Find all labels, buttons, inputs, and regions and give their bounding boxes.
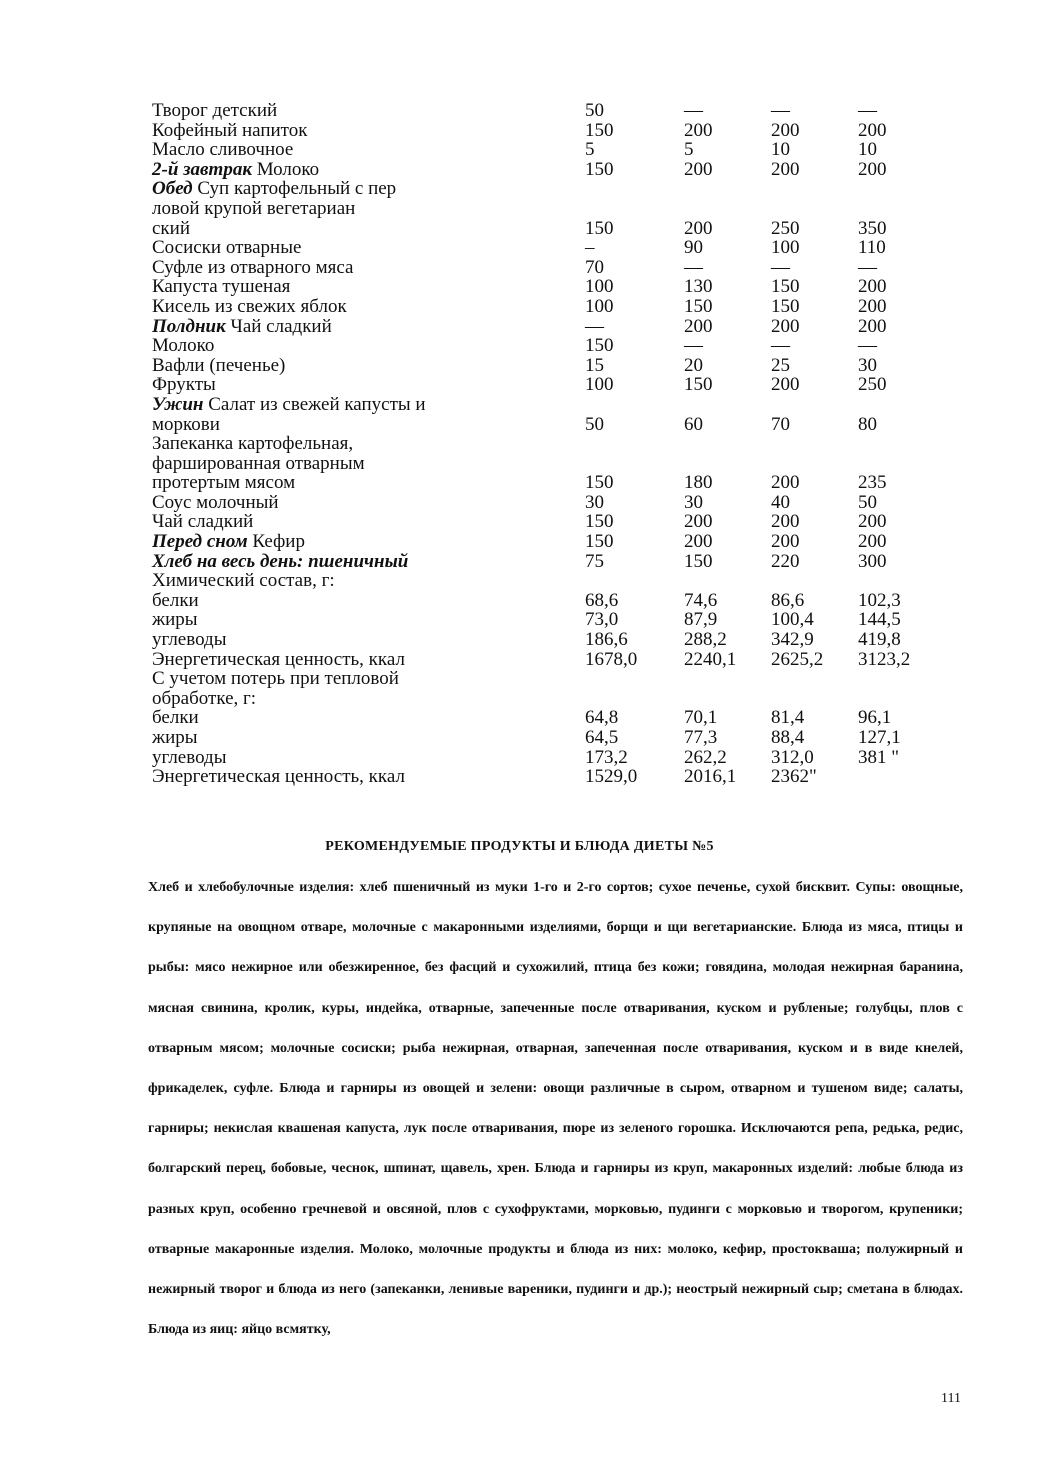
value-cell — [771, 669, 858, 689]
value-cell: 150 — [585, 531, 614, 553]
value-cell: 200 — [771, 511, 800, 533]
item-name: Энергетическая ценность, ккал — [152, 766, 405, 788]
item-name-cell — [152, 277, 585, 297]
item-name-cell — [152, 375, 585, 395]
value-cell: 200 — [684, 217, 713, 239]
item-name-cell — [152, 493, 585, 513]
item-name-cell — [152, 238, 585, 258]
item-name: Суп картофельный с пер — [192, 178, 397, 200]
value-cell: 1678,0 — [585, 648, 638, 670]
value-cell: 73,0 — [585, 609, 619, 631]
value-cell: – — [585, 237, 595, 259]
value-cell: — — [684, 256, 703, 278]
value-cell: 342,9 — [771, 629, 814, 651]
value-cell — [585, 395, 684, 415]
value-cell: 70 — [585, 256, 604, 278]
item-name-cell — [152, 101, 585, 121]
value-cell: 200 — [771, 531, 800, 553]
page-number: 111 — [941, 1391, 961, 1406]
table-row — [152, 650, 938, 670]
table-row — [152, 552, 938, 572]
value-cell — [858, 454, 938, 474]
item-name-cell — [152, 258, 585, 278]
table-row — [152, 375, 938, 395]
item-name: Вафли (печенье) — [152, 354, 286, 376]
value-cell: 1529,0 — [585, 766, 638, 788]
item-name: жиры — [152, 609, 198, 631]
value-cell: 100,4 — [771, 609, 814, 631]
value-cell: 75 — [585, 550, 604, 572]
value-cell: 100 — [771, 237, 800, 259]
value-cell: 96,1 — [858, 707, 892, 729]
section-heading: РЕКОМЕНДУЕМЫЕ ПРОДУКТЫ И БЛЮДА ДИЕТЫ №5 — [325, 839, 714, 854]
table-row — [152, 610, 938, 630]
item-name: Запеканка картофельная, — [152, 433, 354, 455]
value-cell: 150 — [585, 119, 614, 141]
item-name: Капуста тушеная — [152, 276, 291, 298]
table-row — [152, 630, 938, 650]
table-row — [152, 434, 938, 454]
value-cell: 2625,2 — [771, 648, 824, 670]
table-row — [152, 179, 938, 199]
table-row — [152, 140, 938, 160]
value-cell — [858, 179, 938, 199]
table-row — [152, 591, 938, 611]
table-row — [152, 317, 938, 337]
item-name: белки — [152, 707, 199, 729]
value-cell: 100 — [585, 374, 614, 396]
value-cell: 200 — [771, 315, 800, 337]
value-cell: 64,8 — [585, 707, 619, 729]
item-name: Суфле из отварного мяса — [152, 256, 354, 278]
value-cell: 200 — [771, 374, 800, 396]
item-name-cell — [152, 669, 585, 689]
value-cell: 70,1 — [684, 707, 718, 729]
item-name: Кефир — [247, 531, 305, 553]
value-cell: 70 — [771, 413, 790, 435]
value-cell — [858, 767, 938, 787]
value-cell: 288,2 — [684, 629, 727, 651]
value-cell: 127,1 — [858, 727, 901, 748]
table-row — [152, 767, 938, 787]
value-cell — [771, 689, 858, 709]
value-cell: 50 — [585, 413, 604, 435]
diet-menu-table — [152, 101, 938, 787]
value-cell: 100 — [585, 276, 614, 298]
value-cell: 30 — [585, 491, 604, 513]
item-name-cell — [152, 473, 585, 493]
item-name-cell — [152, 395, 585, 415]
value-cell: 200 — [684, 531, 713, 553]
value-cell: 150 — [684, 374, 713, 396]
item-name-cell — [152, 199, 585, 219]
table-row — [152, 748, 938, 768]
value-cell: 86,6 — [771, 589, 805, 611]
table-row — [152, 571, 938, 591]
value-cell — [585, 454, 684, 474]
table-row — [152, 473, 938, 493]
value-cell: 200 — [684, 158, 713, 180]
value-cell: 74,6 — [684, 589, 718, 611]
meal-label: Обед — [152, 178, 193, 200]
item-name: Кофейный напиток — [152, 119, 308, 141]
value-cell: 50 — [858, 491, 877, 513]
value-cell: 200 — [858, 158, 887, 180]
value-cell — [585, 689, 684, 709]
value-cell: 150 — [585, 158, 614, 180]
item-name-cell — [152, 179, 585, 199]
value-cell: 144,5 — [858, 609, 901, 631]
table-row — [152, 199, 938, 219]
value-cell: 200 — [858, 531, 887, 553]
value-cell: 40 — [771, 491, 790, 513]
value-cell — [858, 571, 938, 591]
value-cell: 81,4 — [771, 707, 805, 729]
item-name: Масло сливочное — [152, 139, 294, 161]
item-name-cell — [152, 591, 585, 611]
item-name: ловой крупой вегетариан — [152, 197, 356, 219]
table-row — [152, 512, 938, 532]
item-name: протертым мясом — [152, 472, 296, 494]
table-row — [152, 238, 938, 258]
value-cell: 173,2 — [585, 746, 628, 768]
table-row — [152, 121, 938, 141]
table-row — [152, 336, 938, 356]
item-name-cell — [152, 512, 585, 532]
value-cell — [771, 454, 858, 474]
value-cell — [858, 434, 938, 454]
value-cell — [684, 434, 771, 454]
value-cell: 3123,2 — [858, 648, 911, 670]
meal-label: Хлеб на весь день: пшеничный — [152, 550, 409, 572]
item-name: Сосиски отварные — [152, 237, 302, 259]
meal-label: Ужин — [152, 393, 204, 415]
value-cell: 150 — [684, 550, 713, 572]
value-cell — [771, 571, 858, 591]
value-cell — [684, 179, 771, 199]
value-cell: 77,3 — [684, 727, 718, 748]
value-cell: 200 — [684, 315, 713, 337]
value-cell — [684, 571, 771, 591]
item-name: Чай сладкий — [152, 511, 254, 533]
value-cell: 130 — [684, 276, 713, 298]
value-cell: 235 — [858, 472, 887, 494]
value-cell: — — [771, 100, 790, 121]
value-cell: 10 — [858, 139, 877, 161]
item-name: С учетом потерь при тепловой — [152, 668, 399, 690]
item-name-cell — [152, 297, 585, 317]
item-name-cell — [152, 650, 585, 670]
item-name-cell — [152, 219, 585, 239]
value-cell — [684, 395, 771, 415]
value-cell — [585, 179, 684, 199]
value-cell: 68,6 — [585, 589, 619, 611]
value-cell: 2016,1 — [684, 766, 737, 788]
value-cell — [684, 669, 771, 689]
table-row — [152, 454, 938, 474]
item-name: Фрукты — [152, 374, 216, 396]
item-name-cell — [152, 630, 585, 650]
item-name: Молоко — [152, 335, 215, 357]
value-cell: 64,5 — [585, 727, 619, 748]
value-cell — [771, 179, 858, 199]
value-cell: — — [585, 315, 604, 337]
value-cell: — — [858, 335, 877, 357]
value-cell — [684, 199, 771, 219]
value-cell — [585, 434, 684, 454]
value-cell: 200 — [858, 511, 887, 533]
value-cell: 30 — [684, 491, 703, 513]
value-cell — [771, 199, 858, 219]
item-name-cell — [152, 728, 585, 748]
item-name-cell — [152, 532, 585, 552]
item-name-cell — [152, 571, 585, 591]
value-cell: 90 — [684, 237, 703, 259]
table-row — [152, 297, 938, 317]
value-cell: 150 — [771, 295, 800, 317]
item-name: жиры — [152, 727, 198, 748]
body-paragraph: Хлеб и хлебобулочные изделия: хлеб пшеничный из муки 1-го и 2-го сортов; сухое печенье, сухой бисквит. Супы: овощные, крупяные на овощном отваре, молочные с макаронными изделиями, борщи и щи вегетарианские. Блюда из мяса, птицы и рыбы: мясо нежирное или обезжиренное, без фасций и сухожилий, птица без кожи; говядина, молодая нежирная баранина, мясная свинина, кролик, куры, индейка, отварные, запеченные после отваривания, куском и рубленые; голубцы, плов с отварным мясом; молочные сосиски; рыба нежирная, отварная, запеченная после отваривания, куском и в виде кнелей, фрикаделек, суфле. Блюда и гарниры из овощей и зелени: овощи различные в сыром, отварном и тушеном виде; салаты, гарниры; некислая квашеная капуста, лук после отваривания, пюре из зеленого горошка. Исключаются репа, редька, редис, болгарский перец, бобовые, чеснок, шпинат, щавель, хрен. Блюда и гарниры из круп, макаронных изделий: любые блюда из разных круп, особенно гречневой и овсяной, плов с сухофруктами, морковью, пудинги с морковью и творогом, крупеники; отварные макаронные изделия. Молоко, молочные продукты и блюда из них: молоко, кефир, простокваша; полужирный и нежирный творог и блюда из него (запеканки, ленивые вареники, пудинги и др.); неострый нежирный сыр; сметана в блюдах. Блюда из яиц: яйцо всмятку, — [148, 880, 963, 1338]
table-row — [152, 356, 938, 376]
value-cell: 150 — [585, 511, 614, 533]
meal-label: 2-й завтрак — [152, 158, 252, 180]
item-name-cell — [152, 748, 585, 768]
item-name: Молоко — [251, 158, 320, 180]
value-cell: 262,2 — [684, 746, 727, 768]
value-cell: 100 — [585, 295, 614, 317]
table-row — [152, 160, 938, 180]
table-row — [152, 219, 938, 239]
item-name: Чай сладкий — [225, 315, 332, 337]
table-row — [152, 669, 938, 689]
table-row — [152, 708, 938, 728]
value-cell: 110 — [858, 237, 886, 259]
item-name: ский — [152, 217, 190, 239]
value-cell — [858, 669, 938, 689]
value-cell — [858, 199, 938, 219]
value-cell: 60 — [684, 413, 703, 435]
value-cell: — — [771, 335, 790, 357]
item-name: обработке, г: — [152, 687, 257, 709]
value-cell: 200 — [858, 119, 887, 141]
meal-label: Перед сном — [152, 531, 248, 553]
value-cell — [858, 689, 938, 709]
value-cell: 350 — [858, 217, 887, 239]
value-cell: 200 — [771, 158, 800, 180]
value-cell: 87,9 — [684, 609, 718, 631]
item-name-cell — [152, 767, 585, 787]
value-cell: 200 — [771, 472, 800, 494]
item-name-cell — [152, 336, 585, 356]
item-name-cell — [152, 454, 585, 474]
table-row — [152, 728, 938, 748]
item-name: фаршированная отварным — [152, 452, 365, 474]
diet-menu-table-body — [152, 101, 938, 787]
value-cell: — — [684, 335, 703, 357]
item-name-cell — [152, 434, 585, 454]
table-row — [152, 101, 938, 121]
table-row — [152, 689, 938, 709]
item-name: Кисель из свежих яблок — [152, 295, 347, 317]
item-name-cell — [152, 160, 585, 180]
value-cell: 381 " — [858, 746, 900, 768]
item-name-cell — [152, 140, 585, 160]
value-cell: — — [771, 256, 790, 278]
value-cell: 50 — [585, 100, 604, 121]
value-cell: 150 — [771, 276, 800, 298]
item-name-cell — [152, 689, 585, 709]
value-cell: 10 — [771, 139, 790, 161]
item-name-cell — [152, 356, 585, 376]
value-cell: 186,6 — [585, 629, 628, 651]
value-cell: 250 — [858, 374, 887, 396]
item-name: Соус молочный — [152, 491, 279, 513]
table-row — [152, 532, 938, 552]
value-cell: 150 — [585, 472, 614, 494]
item-name: Энергетическая ценность, ккал — [152, 648, 405, 670]
value-cell: 30 — [858, 354, 877, 376]
value-cell: 200 — [684, 119, 713, 141]
item-name: Химический состав, г: — [152, 570, 335, 592]
value-cell: 2240,1 — [684, 648, 737, 670]
value-cell: 300 — [858, 550, 887, 572]
value-cell: 200 — [858, 315, 887, 337]
value-cell: 150 — [684, 295, 713, 317]
value-cell: 180 — [684, 472, 713, 494]
value-cell: 312,0 — [771, 746, 814, 768]
value-cell: 150 — [585, 335, 614, 357]
value-cell: 20 — [684, 354, 703, 376]
value-cell — [771, 434, 858, 454]
value-cell: 200 — [771, 119, 800, 141]
value-cell: 5 — [684, 139, 694, 161]
value-cell: — — [684, 100, 703, 121]
table-row — [152, 395, 938, 415]
value-cell: 2362" — [771, 766, 817, 788]
table-row — [152, 258, 938, 278]
value-cell: 200 — [684, 511, 713, 533]
item-name-cell — [152, 610, 585, 630]
value-cell: 200 — [858, 295, 887, 317]
value-cell: 88,4 — [771, 727, 805, 748]
item-name-cell — [152, 121, 585, 141]
value-cell: — — [858, 100, 877, 121]
item-name-cell — [152, 415, 585, 435]
value-cell: 5 — [585, 139, 595, 161]
item-name-cell — [152, 552, 585, 572]
value-cell: 15 — [585, 354, 604, 376]
item-name: Творог детский — [152, 100, 278, 121]
value-cell: — — [858, 256, 877, 278]
item-name: углеводы — [152, 746, 227, 768]
value-cell: 25 — [771, 354, 790, 376]
value-cell: 150 — [585, 217, 614, 239]
value-cell: 419,8 — [858, 629, 901, 651]
value-cell: 220 — [771, 550, 800, 572]
value-cell — [771, 395, 858, 415]
table-row — [152, 415, 938, 435]
table-row — [152, 277, 938, 297]
value-cell: 250 — [771, 217, 800, 239]
meal-label: Полдник — [152, 315, 226, 337]
value-cell — [585, 571, 684, 591]
item-name: углеводы — [152, 629, 227, 651]
value-cell: 102,3 — [858, 589, 901, 611]
value-cell: 200 — [858, 276, 887, 298]
value-cell — [585, 669, 684, 689]
item-name: моркови — [152, 413, 220, 435]
item-name-cell — [152, 708, 585, 728]
item-name-cell — [152, 317, 585, 337]
value-cell — [684, 454, 771, 474]
table-row — [152, 493, 938, 513]
value-cell — [585, 199, 684, 219]
value-cell: 80 — [858, 413, 877, 435]
value-cell — [858, 395, 938, 415]
item-name: белки — [152, 589, 199, 611]
value-cell — [684, 689, 771, 709]
item-name: Салат из свежей капусты и — [203, 393, 426, 415]
